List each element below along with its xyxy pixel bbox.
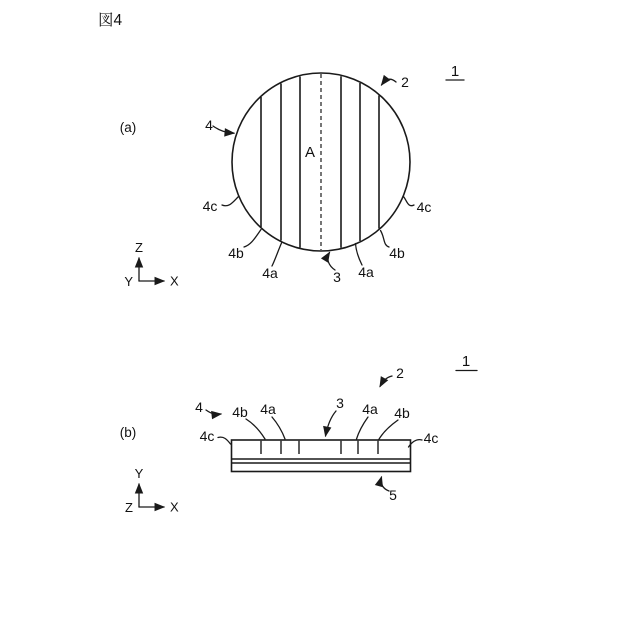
axis-label-depth: Y xyxy=(124,274,133,289)
label-4a-right: 4a xyxy=(358,264,374,280)
label-4b-left: 4b xyxy=(228,245,244,261)
label-4b-right: 4b xyxy=(394,405,410,421)
leader-arrow-5 xyxy=(381,477,389,491)
label-4b-left: 4b xyxy=(232,404,248,420)
label-4a-right: 4a xyxy=(362,401,378,417)
leader-4c-left xyxy=(218,437,231,444)
leader-4b-left xyxy=(246,419,265,439)
leader-arrow-3 xyxy=(326,411,337,436)
panel-a-tag: (a) xyxy=(119,120,137,135)
label-3: 3 xyxy=(333,269,341,285)
label-4: 4 xyxy=(195,399,203,415)
label-4c-right: 4c xyxy=(423,430,439,446)
label-2: 2 xyxy=(396,365,404,381)
axis-label-depth: Z xyxy=(125,500,133,515)
leader-arrow-4 xyxy=(206,410,221,414)
leader-4c-right xyxy=(404,197,415,206)
panel-a xyxy=(120,63,464,289)
leader-4b-right xyxy=(379,420,399,440)
label-4b-right: 4b xyxy=(389,245,405,261)
label-4a-left: 4a xyxy=(262,265,278,281)
label-3: 3 xyxy=(336,395,344,411)
leader-4a-left xyxy=(272,417,285,439)
axis-label-horizontal: X xyxy=(170,499,179,515)
axes-b xyxy=(125,466,179,515)
assembly-ref-label: 1 xyxy=(450,63,460,80)
label-2: 2 xyxy=(401,74,409,90)
leader-4a-right xyxy=(357,417,369,439)
leader-arrow-4 xyxy=(213,126,234,133)
panel-b-tag: (b) xyxy=(119,425,137,440)
label-4: 4 xyxy=(205,117,213,133)
leader-4c-left xyxy=(222,197,239,206)
leader-4b-right xyxy=(381,231,390,248)
leader-4a-left xyxy=(272,243,282,266)
plate-outline xyxy=(232,440,411,472)
leader-4a-right xyxy=(356,244,363,266)
leader-arrow-2 xyxy=(380,376,392,387)
leader-4b-left xyxy=(244,230,261,248)
center-axis-label: A xyxy=(304,144,316,161)
label-4c-left: 4c xyxy=(199,428,215,444)
label-4c-left: 4c xyxy=(202,198,218,214)
leader-arrow-3 xyxy=(328,253,335,271)
assembly-ref-label: 1 xyxy=(461,353,471,370)
label-4c-right: 4c xyxy=(416,199,432,215)
axes-a xyxy=(124,240,179,289)
axis-label-horizontal: X xyxy=(170,273,179,289)
axis-label-vertical: Z xyxy=(135,240,143,255)
figure-title: 図4 xyxy=(98,12,123,29)
label-4a-left: 4a xyxy=(260,401,276,417)
label-5: 5 xyxy=(389,487,397,503)
axis-label-vertical: Y xyxy=(134,466,144,481)
panel-b xyxy=(120,353,477,515)
leader-arrow-2 xyxy=(382,79,397,85)
